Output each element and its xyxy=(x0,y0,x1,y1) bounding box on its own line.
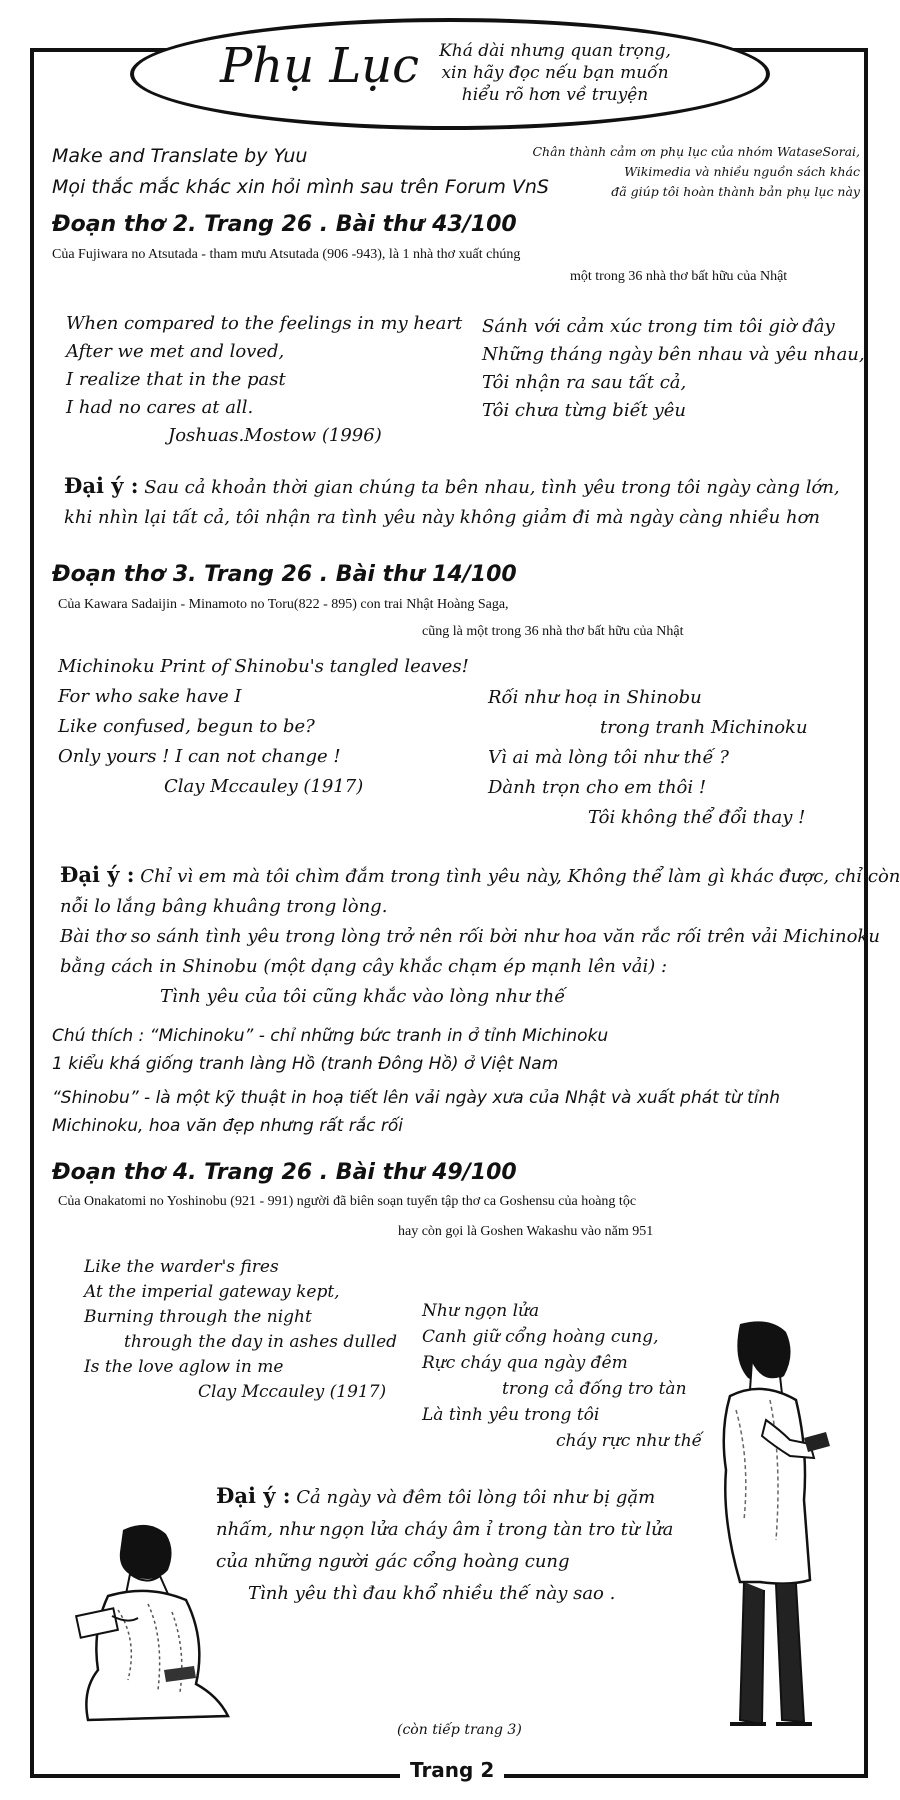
subtitle-line: xin hãy đọc nếu bạn muốn xyxy=(441,63,669,83)
section-title: Đoạn thơ 3. Trang 26 . Bài thư 14/100 xyxy=(52,562,517,587)
poem-line: trong cả đống tro tàn xyxy=(502,1379,687,1399)
meaning-line: Bài thơ so sánh tình yêu trong lòng trở nên rối bời như hoa văn rắc rối trên vải Michinoku xyxy=(60,926,880,947)
meaning-label: Đại ý : xyxy=(60,862,135,887)
poem-line: Tôi không thể đổi thay ! xyxy=(588,807,806,828)
poem-line: cháy rực như thế xyxy=(556,1431,703,1451)
subtitle-line: Khá dài nhưng quan trọng, xyxy=(439,41,671,61)
footnote-block xyxy=(52,1022,780,1140)
meaning-line: nỗi lo lắng bâng khuâng trong lòng. xyxy=(60,896,388,917)
poem-line: Tôi chưa từng biết yêu xyxy=(482,400,687,421)
poem-line: When compared to the feelings in my heart xyxy=(66,313,463,334)
poem-author: Clay Mccauley (1917) xyxy=(164,776,364,797)
poem-line: Vì ai mà lòng tôi như thế ? xyxy=(488,747,729,768)
section-source: Của Onakatomi no Yoshinobu (921 - 991) người đã biên soạn tuyển tập thơ ca Goshensu của hoàng tộc xyxy=(58,1194,637,1209)
subtitle-line: hiểu rõ hơn về truyện xyxy=(461,85,649,105)
english-poem xyxy=(84,1255,397,1405)
poem-line: Những tháng ngày bên nhau và yêu nhau, xyxy=(482,344,865,365)
section-source: cũng là một trong 36 nhà thơ bất hữu của Nhật xyxy=(422,624,684,639)
meaning-block xyxy=(216,1480,673,1610)
footnote-line: “Shinobu” - là một kỹ thuật in hoạ tiết lên vải ngày xưa của Nhật và xuất phát từ tỉnh xyxy=(52,1088,781,1108)
poem-line: through the day in ashes dulled xyxy=(124,1332,398,1352)
page-title: Phụ Lục xyxy=(220,38,420,94)
vietnamese-poem xyxy=(422,1298,702,1454)
footnote-line: 1 kiểu khá giống tranh làng Hồ (tranh Đông Hồ) ở Việt Nam xyxy=(52,1054,559,1074)
meaning-block xyxy=(60,860,900,1012)
poem-line: Like the warder's fires xyxy=(84,1257,279,1277)
footnote-line: Michinoku, hoa văn đẹp nhưng rất rắc rối xyxy=(52,1116,403,1136)
poem-line: Is the love aglow in me xyxy=(84,1357,284,1377)
meaning-label: Đại ý : xyxy=(216,1483,291,1508)
thanks-line: Chân thành cảm ơn phụ lục của nhóm WataseSorai, xyxy=(532,144,860,159)
page-subtitle xyxy=(425,40,685,106)
poem-line: Là tình yêu trong tôi xyxy=(422,1405,600,1425)
poem-line: Rực cháy qua ngày đêm xyxy=(422,1353,628,1373)
poem-line: After we met and loved, xyxy=(66,341,285,362)
vietnamese-poem xyxy=(482,313,865,425)
meaning-line: Cả ngày và đêm tôi lòng tôi như bị gặm xyxy=(296,1487,656,1508)
poem-line: Michinoku Print of Shinobu's tangled leaves! xyxy=(58,656,469,677)
poem-author: Joshuas.Mostow (1996) xyxy=(168,425,382,446)
poem-line: I realize that in the past xyxy=(66,369,286,390)
section-source: Của Fujiwara no Atsutada - tham mưu Atsutada (906 -943), là 1 nhà thơ xuất chúng xyxy=(52,247,521,262)
poem-line: I had no cares at all. xyxy=(66,397,254,418)
meaning-line: bằng cách in Shinobu (một dạng cây khắc chạm ép mạnh lên vải) : xyxy=(60,956,668,977)
poem-line: Rối như hoạ in Shinobu xyxy=(488,687,702,708)
poem-author: Clay Mccauley (1917) xyxy=(198,1382,387,1402)
continued-note: (còn tiếp trang 3) xyxy=(397,1722,522,1738)
poem-line: Tôi nhận ra sau tất cả, xyxy=(482,372,687,393)
poem-line: Như ngọn lửa xyxy=(422,1301,540,1321)
meaning-label: Đại ý : xyxy=(64,473,139,498)
kneeling-reader-illustration xyxy=(68,1520,238,1730)
poem-line: Burning through the night xyxy=(84,1307,312,1327)
thanks-note xyxy=(530,142,860,202)
section-source: một trong 36 nhà thơ bất hữu của Nhật xyxy=(570,269,788,284)
poem-line: Canh giữ cổng hoàng cung, xyxy=(422,1327,659,1347)
section-source: Của Kawara Sadaijin - Minamoto no Toru(822 - 895) con trai Nhật Hoàng Saga, xyxy=(58,597,509,612)
section-title: Đoạn thơ 4. Trang 26 . Bài thư 49/100 xyxy=(52,1160,517,1185)
meaning-line: Chỉ vì em mà tôi chìm đắm trong tình yêu này, Không thể làm gì khác được, chỉ còn xyxy=(140,866,900,887)
english-poem xyxy=(58,652,469,802)
english-poem xyxy=(66,310,462,450)
poem-line: trong tranh Michinoku xyxy=(600,717,808,738)
poem-line: For who sake have I xyxy=(58,686,242,707)
meaning-line: của những người gác cổng hoàng cung xyxy=(216,1551,570,1572)
standing-reader-illustration xyxy=(700,1320,840,1735)
poem-line: At the imperial gateway kept, xyxy=(84,1282,340,1302)
footnote-line: Chú thích : “Michinoku” - chỉ những bức tranh in ở tỉnh Michinoku xyxy=(52,1026,609,1046)
meaning-line: Tình yêu của tôi cũng khắc vào lòng như thế xyxy=(160,986,566,1007)
meaning-line: khi nhìn lại tất cả, tôi nhận ra tình yêu này không giảm đi mà ngày càng nhiều hơn xyxy=(64,507,820,528)
poem-line: Only yours ! I can not change ! xyxy=(58,746,341,767)
thanks-line: đã giúp tôi hoàn thành bản phụ lục này xyxy=(611,184,860,199)
section-title: Đoạn thơ 2. Trang 26 . Bài thư 43/100 xyxy=(52,212,517,237)
meaning-line: Tình yêu thì đau khổ nhiều thế này sao . xyxy=(248,1583,616,1604)
page-number: Trang 2 xyxy=(400,1758,504,1782)
meaning-line: Sau cả khoản thời gian chúng ta bên nhau, tình yêu trong tôi ngày càng lớn, xyxy=(144,477,840,498)
thanks-line: Wikimedia và nhiều nguồn sách khác xyxy=(624,164,860,179)
meaning-line: nhấm, như ngọn lửa cháy âm ỉ trong tàn tro từ lửa xyxy=(216,1519,674,1540)
poem-line: Dành trọn cho em thôi ! xyxy=(488,777,707,798)
poem-line: Like confused, begun to be? xyxy=(58,716,315,737)
poem-line: Sánh với cảm xúc trong tim tôi giờ đây xyxy=(482,316,835,337)
translator-credit: Make and Translate by Yuu xyxy=(52,145,308,167)
vietnamese-poem xyxy=(488,683,808,833)
section-source: hay còn gọi là Goshen Wakashu vào năm 951 xyxy=(398,1224,654,1239)
contact-note: Mọi thắc mắc khác xin hỏi mình sau trên Forum VnS xyxy=(52,176,549,198)
meaning-block xyxy=(64,471,840,533)
